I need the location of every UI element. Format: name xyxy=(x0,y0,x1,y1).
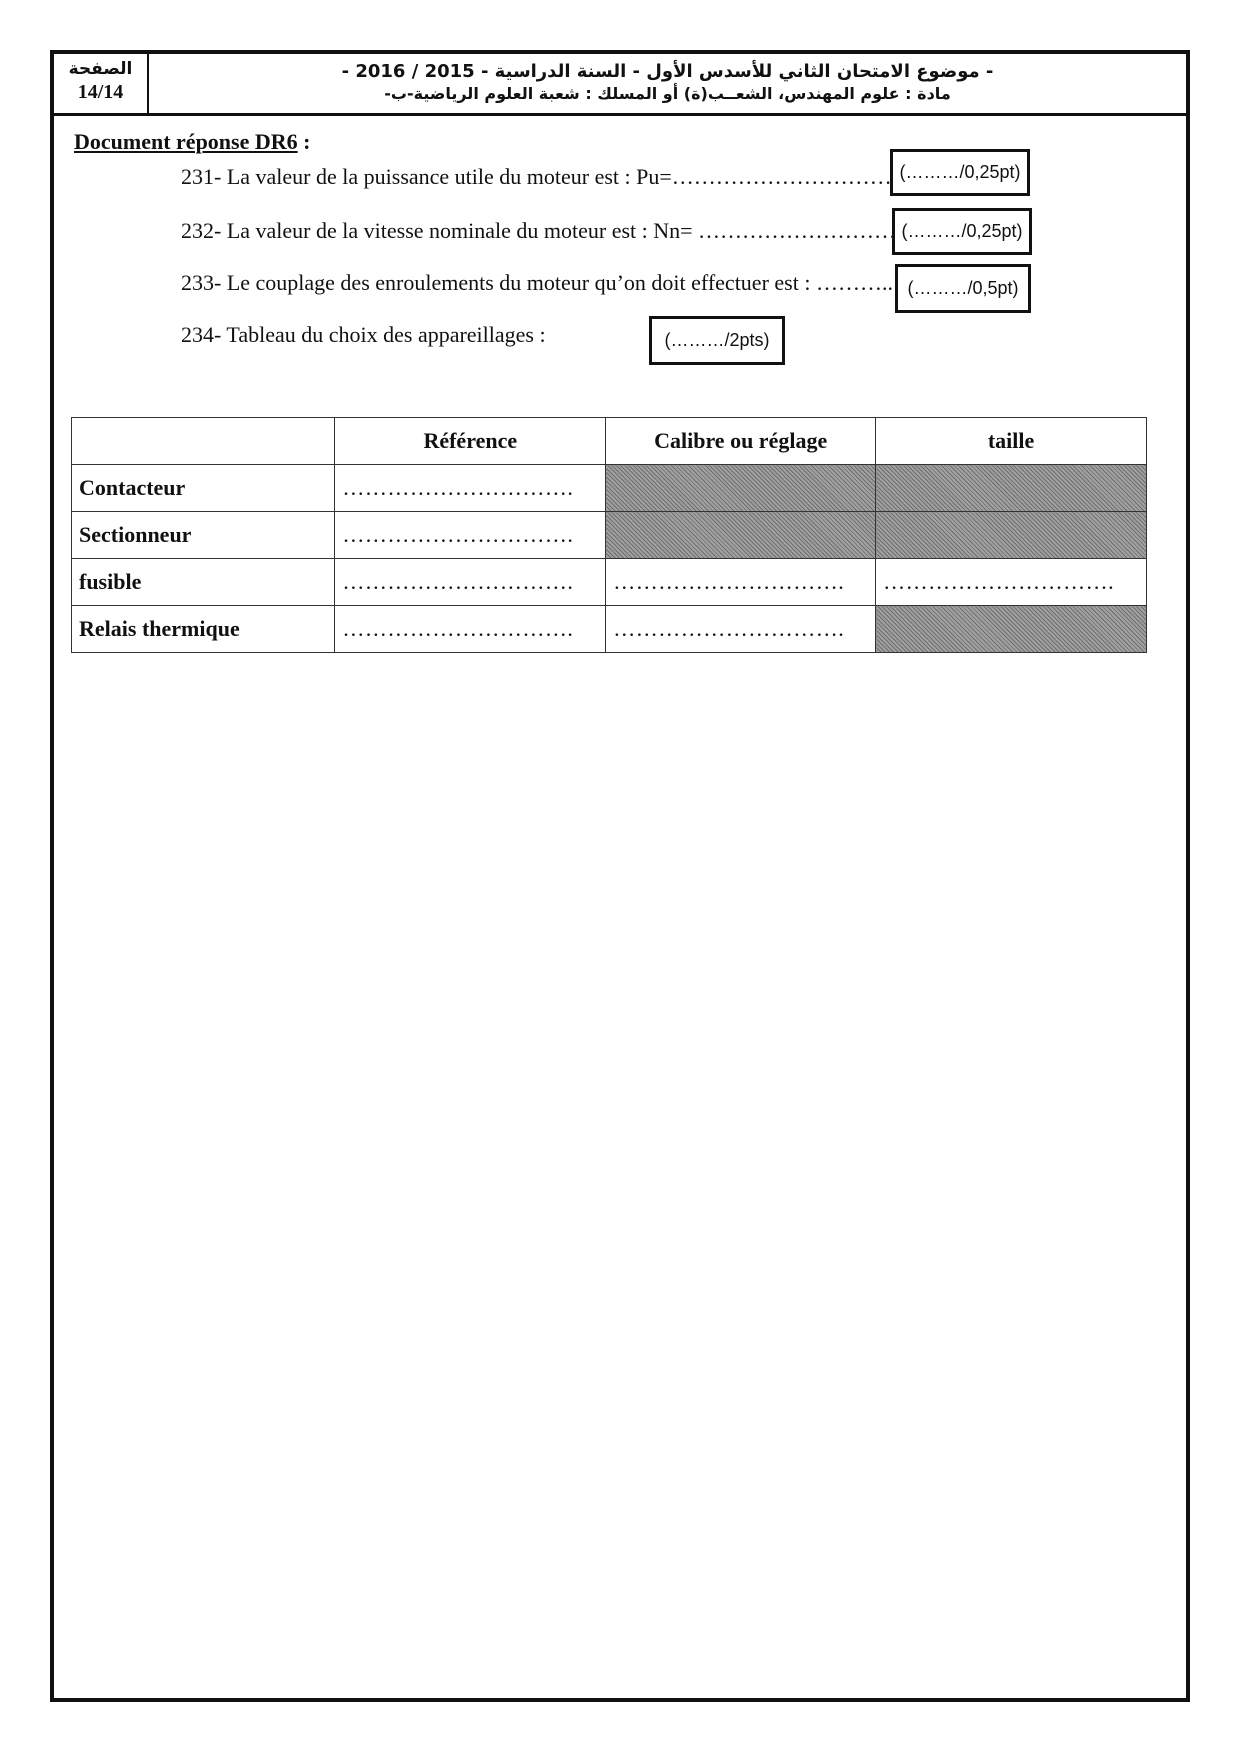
row-label-fusible: fusible xyxy=(72,559,335,606)
answer-field-fusible-taille[interactable]: …………………………. xyxy=(876,559,1147,606)
hatched-cell xyxy=(606,465,876,512)
exam-title-line2: مادة : علوم المهندس، الشعــب(ة) أو المسلك : شعبة العلوم الرياضية-ب- xyxy=(384,84,951,103)
answer-field-sectionneur-reference[interactable]: …………………………. xyxy=(335,512,606,559)
document-title-suffix: : xyxy=(297,129,311,154)
question-232: 232- La valeur de la vitesse nominale du moteur est : Nn= ……………………… xyxy=(181,218,897,243)
table-row xyxy=(72,465,1147,512)
score-box-232: (………/0,25pt) xyxy=(892,208,1032,255)
score-box-231: (………/0,25pt) xyxy=(890,149,1030,196)
answer-field-fusible-calibre[interactable]: …………………………. xyxy=(606,559,876,606)
answer-field-relais-reference[interactable]: …………………………. xyxy=(335,606,606,653)
table-row xyxy=(72,512,1147,559)
table-header-empty xyxy=(72,418,335,465)
hatched-cell xyxy=(876,465,1147,512)
question-234: 234- Tableau du choix des appareillages : xyxy=(181,322,546,347)
document-title xyxy=(74,129,310,155)
table-header-reference: Référence xyxy=(335,418,606,465)
page-number-box xyxy=(54,54,149,113)
row-label-sectionneur: Sectionneur xyxy=(72,512,335,559)
equipment-choice-table xyxy=(71,417,1147,653)
table-header-row xyxy=(72,418,1147,465)
hatched-cell xyxy=(876,606,1147,653)
row-label-relais-thermique: Relais thermique xyxy=(72,606,335,653)
exam-title-block xyxy=(149,54,1186,113)
page-label: الصفحة xyxy=(68,59,133,79)
hatched-cell xyxy=(606,512,876,559)
score-box-234: (………/2pts) xyxy=(649,316,785,365)
table-row xyxy=(72,559,1147,606)
page-frame xyxy=(50,50,1190,1702)
row-label-contacteur: Contacteur xyxy=(72,465,335,512)
document-title-text: Document réponse DR6 xyxy=(74,129,298,154)
exam-title-line1: - موضوع الامتحان الثاني للأسدس الأول - السنة الدراسية - 2015 / 2016 - xyxy=(341,61,994,82)
table-row xyxy=(72,606,1147,653)
answer-field-relais-calibre[interactable]: …………………………. xyxy=(606,606,876,653)
page-number: 14/14 xyxy=(77,81,124,103)
hatched-cell xyxy=(876,512,1147,559)
answer-field-fusible-reference[interactable]: …………………………. xyxy=(335,559,606,606)
table-header-taille: taille xyxy=(876,418,1147,465)
exam-header xyxy=(54,54,1186,116)
question-231: 231- La valeur de la puissance utile du moteur est : Pu=………………………… xyxy=(181,164,892,189)
table-header-calibre: Calibre ou réglage xyxy=(606,418,876,465)
score-box-233: (………/0,5pt) xyxy=(895,264,1031,313)
question-233: 233- Le couplage des enroulements du moteur qu’on doit effectuer est : ……….. xyxy=(181,270,893,295)
answer-field-contacteur-reference[interactable]: …………………………. xyxy=(335,465,606,512)
